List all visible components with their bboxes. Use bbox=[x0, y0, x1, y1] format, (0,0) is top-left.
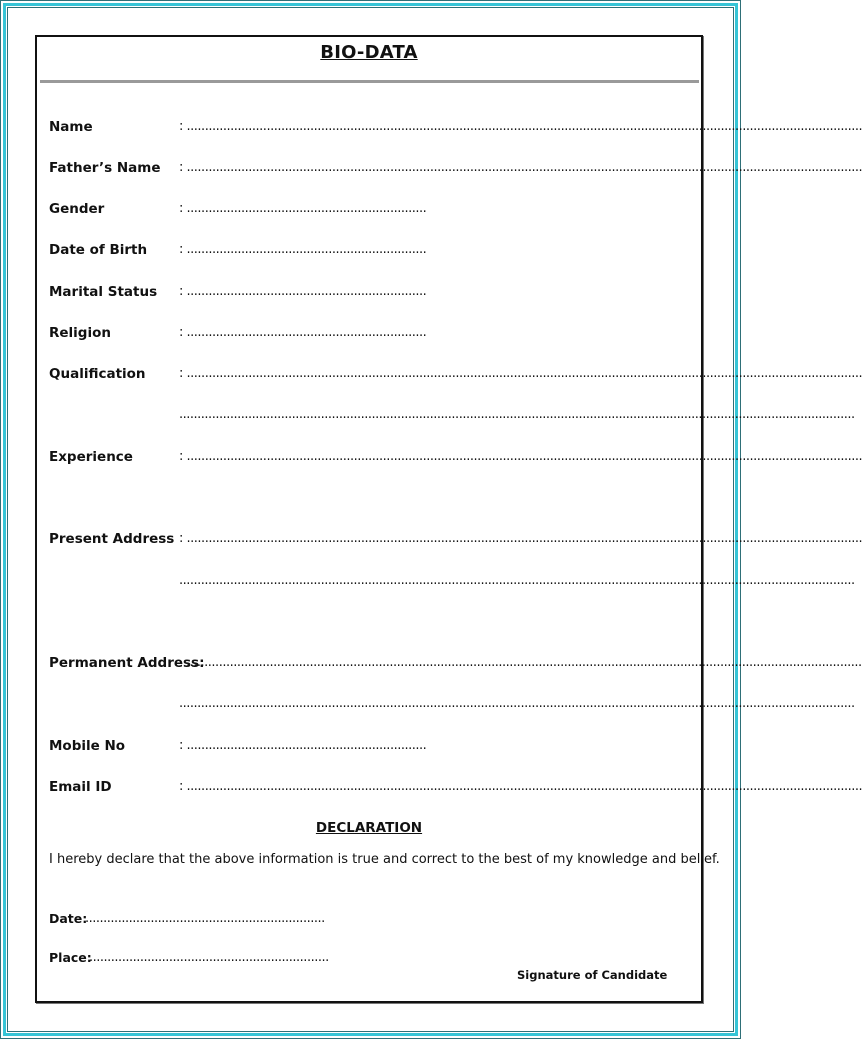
present-address-field-line-2[interactable]: .......................................................................................................................................................................................... bbox=[179, 573, 855, 588]
date-of-birth-field[interactable] bbox=[179, 242, 427, 258]
gender-field[interactable] bbox=[179, 201, 427, 217]
dotted-leader: .................................................................. bbox=[186, 325, 427, 340]
colon: : bbox=[179, 242, 183, 257]
mobile-no-label: Mobile No bbox=[49, 738, 126, 754]
biodata-form bbox=[35, 35, 862, 1003]
place-field[interactable]: .................................................................. bbox=[89, 950, 329, 965]
marital-status-field[interactable] bbox=[179, 284, 427, 300]
colon: : bbox=[179, 779, 183, 794]
dotted-leader: .......................................................................................................................................................................................... bbox=[186, 531, 862, 546]
colon: : bbox=[179, 449, 183, 464]
place-label: Place: bbox=[49, 950, 92, 965]
dotted-leader: .......................................................................................................................................................................................... bbox=[186, 449, 862, 464]
dotted-leader: .......................................................................................................................................................................................... bbox=[186, 779, 862, 794]
colon: : bbox=[179, 119, 183, 134]
colon: : bbox=[179, 738, 183, 753]
religion-label: Religion bbox=[49, 325, 111, 341]
fathers-name-label: Father’s Name bbox=[49, 160, 161, 176]
dotted-leader: .................................................................. bbox=[186, 284, 427, 299]
fathers-name-field[interactable] bbox=[179, 160, 862, 176]
experience-label: Experience bbox=[49, 449, 133, 465]
colon: : bbox=[179, 325, 183, 340]
qualification-field-line-2[interactable]: .......................................................................................................................................................................................... bbox=[179, 407, 855, 422]
colon: : bbox=[179, 531, 183, 546]
colon: : bbox=[179, 160, 183, 175]
date-of-birth-label: Date of Birth bbox=[49, 242, 148, 258]
date-field[interactable]: .................................................................. bbox=[85, 911, 325, 926]
present-address-label: Present Address bbox=[49, 531, 175, 547]
colon: : bbox=[179, 284, 183, 299]
dotted-leader: .................................................................. bbox=[186, 242, 427, 257]
dotted-leader: .......................................................................................................................................................................................... bbox=[186, 119, 862, 134]
gender-label: Gender bbox=[49, 201, 105, 217]
qualification-field[interactable] bbox=[179, 366, 862, 382]
dotted-leader: .................................................................. bbox=[186, 738, 427, 753]
signature-label: Signature of Candidate bbox=[517, 968, 668, 982]
name-field[interactable] bbox=[179, 119, 862, 135]
date-label: Date: bbox=[49, 911, 88, 926]
colon: : bbox=[179, 366, 183, 381]
religion-field[interactable] bbox=[179, 325, 427, 341]
permanent-address-label: Permanent Address: bbox=[49, 655, 205, 671]
declaration-text: I hereby declare that the above information is true and correct to the best of my knowledge and belief. bbox=[49, 852, 720, 867]
email-id-label: Email ID bbox=[49, 779, 112, 795]
name-label: Name bbox=[49, 119, 93, 135]
permanent-address-field-line-2[interactable]: .......................................................................................................................................................................................... bbox=[179, 696, 855, 711]
present-address-field[interactable] bbox=[179, 531, 862, 547]
experience-field[interactable] bbox=[179, 449, 862, 465]
dotted-leader: .................................................................. bbox=[186, 201, 427, 216]
dotted-leader: .......................................................................................................................................................................................... bbox=[186, 160, 862, 175]
mobile-no-field[interactable] bbox=[179, 738, 427, 754]
form-title: BIO-DATA bbox=[320, 42, 418, 63]
marital-status-label: Marital Status bbox=[49, 284, 158, 300]
colon: : bbox=[179, 201, 183, 216]
permanent-address-field[interactable]: .......................................................................................................................................................................................... bbox=[186, 655, 862, 670]
qualification-label: Qualification bbox=[49, 366, 146, 382]
email-id-field[interactable] bbox=[179, 779, 862, 795]
title-divider bbox=[40, 80, 699, 83]
declaration-heading: DECLARATION bbox=[315, 820, 423, 836]
dotted-leader: .......................................................................................................................................................................................... bbox=[186, 366, 862, 381]
